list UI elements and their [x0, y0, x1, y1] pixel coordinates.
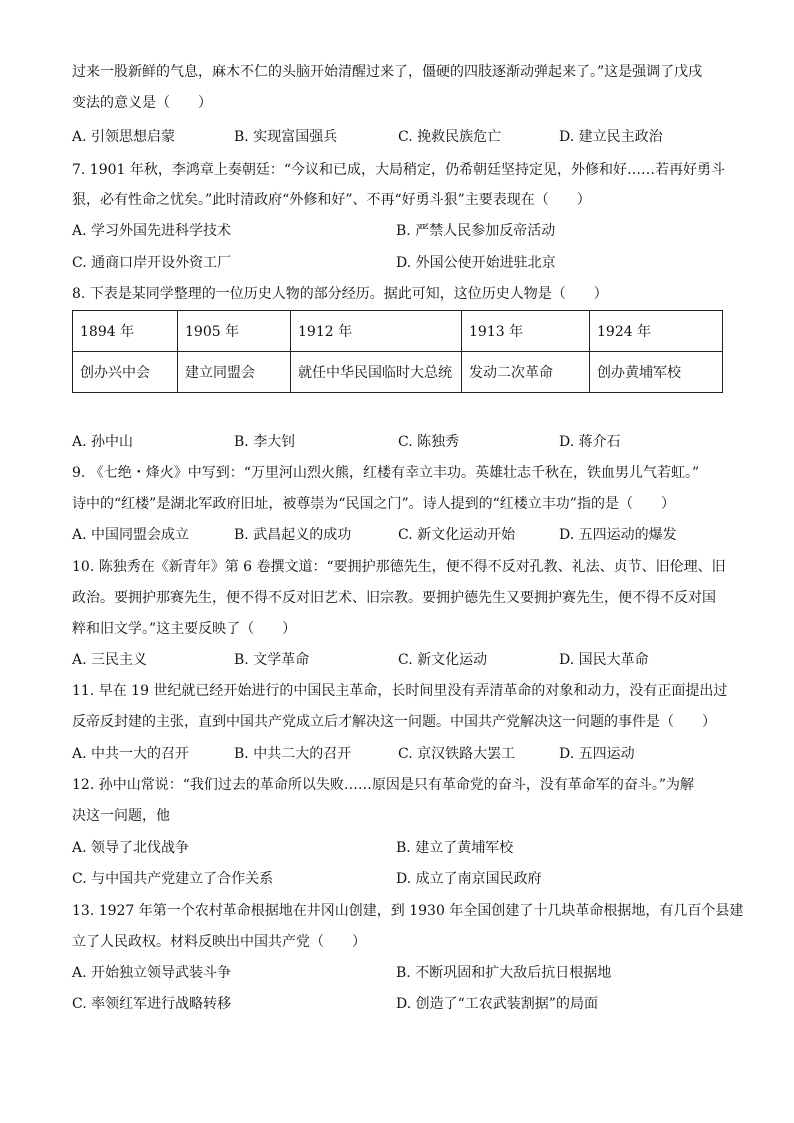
table-cell-event: 发动二次革命 [462, 352, 590, 393]
q6-option-d[interactable]: D. 建立民主政治 [559, 129, 663, 145]
q8-text-line-1: 8. 下表是某同学整理的一位历史人物的部分经历。据此可知，这位历史人物是（ ） [72, 286, 608, 302]
q10-text-line-1: 10. 陈独秀在《新青年》第 6 卷撰文道：“要拥护那德先生，便不得不反对孔教、礼法、贞节、旧伦理、旧 [72, 559, 726, 575]
q9-option-d[interactable]: D. 五四运动的爆发 [559, 527, 677, 543]
q9-text-line-2: 诗中的“红楼”是湖北军政府旧址，被尊崇为“民国之门”。诗人提到的“红楼立丰功”指的是（ ） [72, 496, 675, 512]
q8-option-a[interactable]: A. 孙中山 [72, 434, 134, 450]
table-cell-event: 创办黄埔军校 [590, 352, 723, 393]
table-cell-year: 1912 年 [291, 311, 462, 352]
table-cell-event: 创办兴中会 [73, 352, 178, 393]
table-cell-event: 建立同盟会 [178, 352, 291, 393]
q10-option-a[interactable]: A. 三民主义 [72, 652, 148, 668]
table-cell-year: 1894 年 [73, 311, 178, 352]
q8-option-d[interactable]: D. 蒋介石 [559, 434, 621, 450]
q7-options-row-1 [72, 221, 732, 241]
table-cell-year: 1913 年 [462, 311, 590, 352]
q13-options-row-2 [72, 994, 732, 1014]
q9-option-b[interactable]: B. 武昌起义的成功 [234, 527, 352, 543]
q13-option-d[interactable]: D. 创造了“工农武装割据”的局面 [396, 996, 598, 1012]
q12-options-row-1 [72, 838, 732, 858]
q12-option-c[interactable]: C. 与中国共产党建立了合作关系 [72, 871, 274, 887]
q7-option-d[interactable]: D. 外国公使开始进驻北京 [396, 255, 556, 271]
q11-options [72, 744, 732, 764]
q7-options-row-2 [72, 253, 732, 273]
q11-option-c[interactable]: C. 京汉铁路大罢工 [398, 746, 516, 762]
q12-text-line-1: 12. 孙中山常说：“我们过去的革命所以失败……原因是只有革命党的奋斗，没有革命军的奋斗。”为解 [72, 777, 695, 793]
q9-options [72, 525, 732, 545]
q13-option-b[interactable]: B. 不断巩固和扩大敌后抗日根据地 [396, 965, 612, 981]
q6-option-a[interactable]: A. 引领思想启蒙 [72, 129, 176, 145]
table-cell-year: 1905 年 [178, 311, 291, 352]
q11-option-a[interactable]: A. 中共一大的召开 [72, 746, 190, 762]
q10-text-line-3: 粹和旧文学。”这主要反映了（ ） [72, 621, 297, 637]
table-cell-event: 就任中华民国临时大总统 [291, 352, 462, 393]
biography-table [72, 310, 723, 393]
q13-text-line-2: 立了人民政权。材料反映出中国共产党（ ） [72, 934, 366, 950]
q12-option-b[interactable]: B. 建立了黄埔军校 [396, 840, 514, 856]
q11-option-b[interactable]: B. 中共二大的召开 [234, 746, 352, 762]
q12-options-row-2 [72, 869, 732, 889]
q13-option-a[interactable]: A. 开始独立领导武装斗争 [72, 965, 232, 981]
q6-option-c[interactable]: C. 挽救民族危亡 [398, 129, 502, 145]
q7-text-line-1: 7. 1901 年秋，李鸿章上奏朝廷：“今议和已成，大局稍定，仍希朝廷坚持定见，外修和好……若再好勇斗 [72, 162, 726, 178]
q12-option-d[interactable]: D. 成立了南京国民政府 [396, 871, 542, 887]
q10-option-c[interactable]: C. 新文化运动 [398, 652, 488, 668]
q11-text-line-1: 11. 早在 19 世纪就已经开始进行的中国民主革命，长时间里没有弄清革命的对象和动力，没有正面提出过 [72, 683, 728, 699]
q7-option-b[interactable]: B. 严禁人民参加反帝活动 [396, 223, 556, 239]
q13-text-line-1: 13. 1927 年第一个农村革命根据地在井冈山创建，到 1930 年全国创建了十几块革命根据地，有几百个县建 [72, 903, 744, 919]
table-cell-year: 1924 年 [590, 311, 723, 352]
table-row-events [73, 352, 723, 393]
q6-option-b[interactable]: B. 实现富国强兵 [234, 129, 338, 145]
q8-option-c[interactable]: C. 陈独秀 [398, 434, 460, 450]
q7-option-c[interactable]: C. 通商口岸开设外资工厂 [72, 255, 232, 271]
q13-option-c[interactable]: C. 率领红军进行战略转移 [72, 996, 232, 1012]
q10-option-b[interactable]: B. 文学革命 [234, 652, 310, 668]
table-row-years [73, 311, 723, 352]
q11-text-line-2: 反帝反封建的主张，直到中国共产党成立后才解决这一问题。中国共产党解决这一问题的事件是（ ） [72, 714, 716, 730]
q9-option-c[interactable]: C. 新文化运动开始 [398, 527, 516, 543]
q9-text-line-1: 9. 《七绝・烽火》中写到：“万里河山烈火熊，红楼有幸立丰功。英雄壮志千秋在，铁血男儿气若虹。” [72, 465, 700, 481]
q7-text-line-2: 狠，必有性命之忧矣。”此时清政府“外修和好”、不再“好勇斗狠”主要表现在（ ） [72, 192, 591, 208]
q11-option-d[interactable]: D. 五四运动 [559, 746, 635, 762]
q8-option-b[interactable]: B. 李大钊 [234, 434, 296, 450]
q8-options [72, 432, 732, 452]
q6-text-line-1: 过来一股新鲜的气息，麻木不仁的头脑开始清醒过来了，僵硬的四肢逐渐动弹起来了。”这是强调了戊戌 [72, 64, 703, 80]
q13-options-row-1 [72, 963, 732, 983]
q12-text-line-2: 决这一问题，他 [72, 808, 170, 824]
q6-options [72, 127, 732, 147]
q10-option-d[interactable]: D. 国民大革命 [559, 652, 649, 668]
q9-option-a[interactable]: A. 中国同盟会成立 [72, 527, 190, 543]
q7-option-a[interactable]: A. 学习外国先进科学技术 [72, 223, 232, 239]
q6-text-line-2: 变法的意义是（ ） [72, 95, 212, 111]
q10-text-line-2: 政治。要拥护那赛先生，便不得不反对旧艺术、旧宗教。要拥护德先生又要拥护赛先生，便不得不反对国 [72, 590, 716, 606]
q10-options [72, 650, 732, 670]
q12-option-a[interactable]: A. 领导了北伐战争 [72, 840, 190, 856]
